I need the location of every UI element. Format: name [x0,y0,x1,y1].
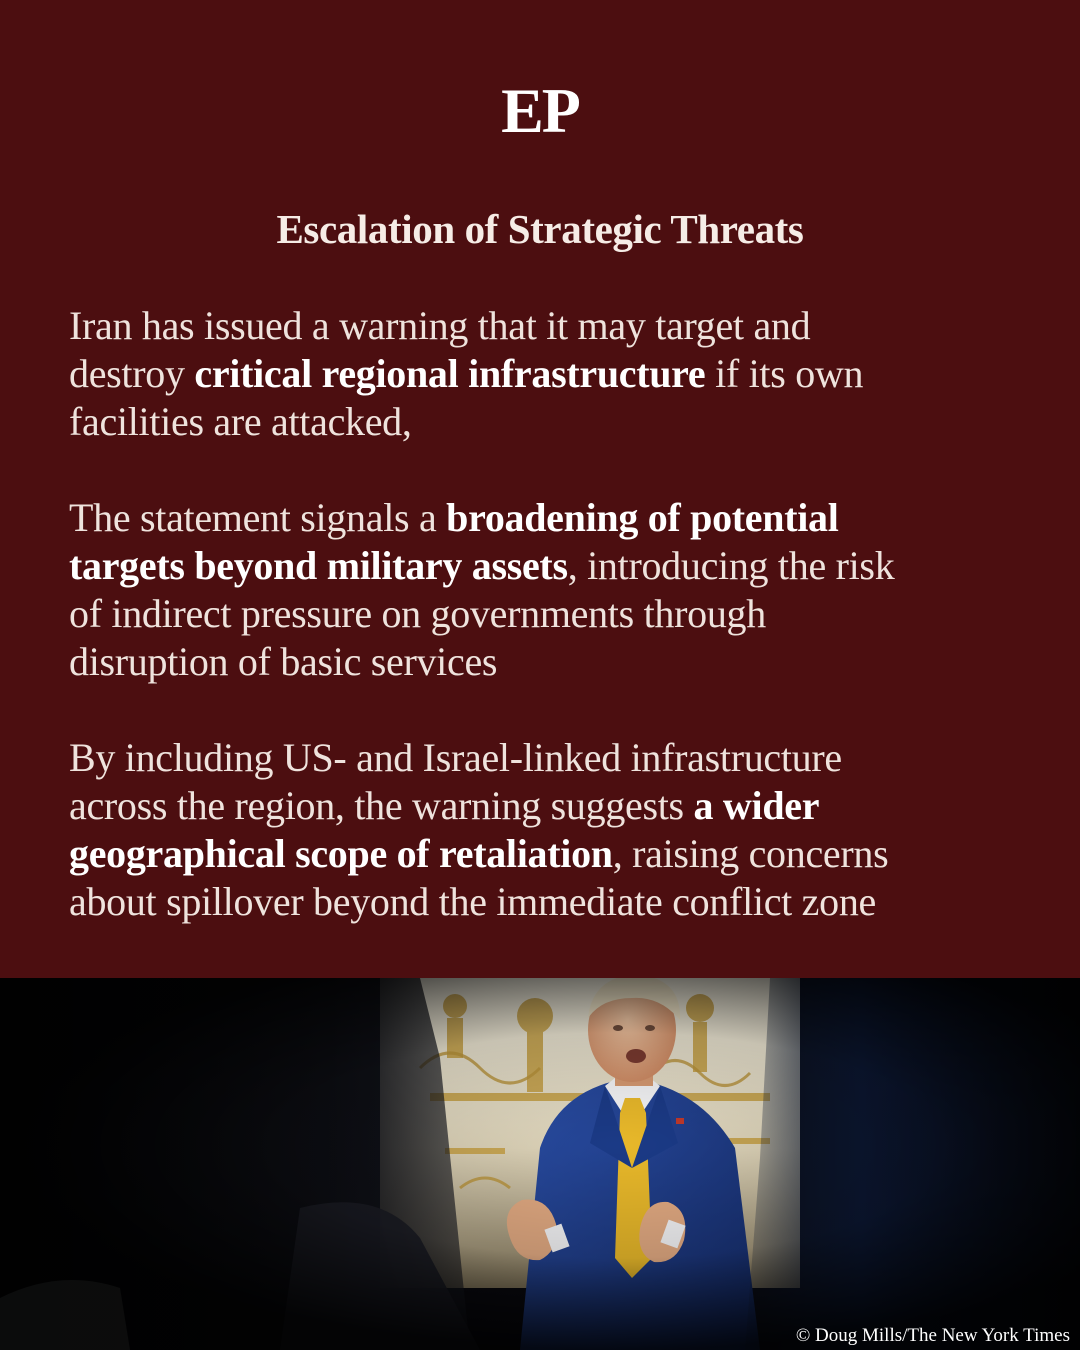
photo-illustration [0,978,1080,1350]
news-photo [0,978,1080,1350]
photo-credit: © Doug Mills/The New York Times [795,1325,1070,1346]
body-text: facilities are attacked, [69,399,412,444]
emphasis-text: geographical scope of retaliation [69,831,613,876]
body-text: about spillover beyond the immediate conflict zone [69,879,876,924]
paragraph-2 [69,494,1009,686]
brand-logo: EP [501,75,579,146]
body-text: destroy [69,351,195,396]
paragraph-3 [69,734,1009,926]
emphasis-text: a wider [693,783,820,828]
body-text: The statement signals a [69,495,447,540]
emphasis-text: critical regional infrastructure [194,351,706,396]
emphasis-text: broadening of potential [446,495,839,540]
body-text: Iran has issued a warning that it may target and [69,303,811,348]
body-text: if its own [705,351,864,396]
paragraph-1 [69,302,1009,446]
body-text: disruption of basic services [69,639,498,684]
body-text: across the region, the warning suggests [69,783,694,828]
body-text: of indirect pressure on governments through [69,591,766,636]
emphasis-text: targets beyond military assets [69,543,568,588]
body-text: , introducing the risk [567,543,895,588]
body-text: By including US- and Israel-linked infrastructure [69,735,842,780]
body-text: , raising concerns [612,831,889,876]
headline: Escalation of Strategic Threats [276,206,804,252]
